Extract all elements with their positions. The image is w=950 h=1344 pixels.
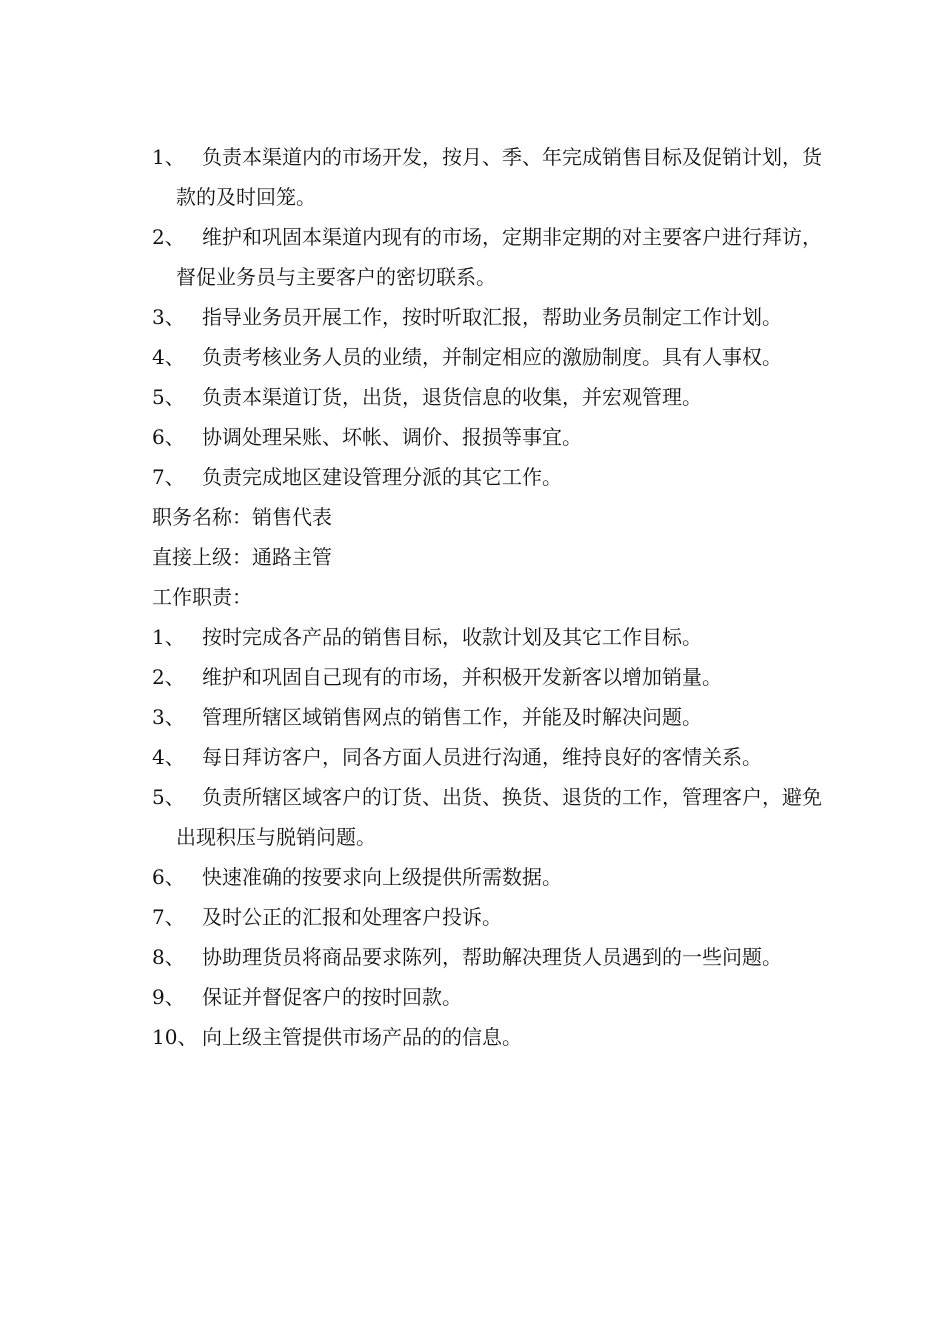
item-text: 向上级主管提供市场产品的的信息。: [202, 1025, 522, 1049]
item-number: 1、: [152, 625, 185, 649]
item-number: 6、: [152, 865, 185, 889]
duties-heading: 工作职责：: [152, 585, 252, 609]
responsibility-list-1: [152, 137, 832, 497]
list-item: [152, 417, 832, 457]
list-item: [152, 297, 832, 337]
item-number: 7、: [152, 905, 185, 929]
list-item: [152, 657, 832, 697]
item-text: 快速准确的按要求向上级提供所需数据。: [202, 865, 562, 889]
position-title: 职务名称：销售代表: [152, 505, 332, 529]
item-text: 协助理货员将商品要求陈列，帮助解决理货人员遇到的一些问题。: [202, 945, 782, 969]
item-number: 1、: [152, 145, 185, 169]
item-number: 3、: [152, 305, 185, 329]
list-item: [152, 217, 832, 297]
item-number: 2、: [152, 665, 185, 689]
item-text: 按时完成各产品的销售目标，收款计划及其它工作目标。: [202, 625, 702, 649]
list-item: [152, 897, 832, 937]
item-number: 5、: [152, 785, 185, 809]
item-text: 维护和巩固自己现有的市场，并积极开发新客以增加销量。: [202, 665, 722, 689]
list-item: [152, 857, 832, 897]
list-item: [152, 617, 832, 657]
item-number: 2、: [152, 225, 185, 249]
list-item: [152, 697, 832, 737]
list-item: [152, 137, 832, 217]
item-number: 6、: [152, 425, 185, 449]
document-body: [152, 137, 832, 1057]
item-number: 4、: [152, 745, 185, 769]
item-number: 3、: [152, 705, 185, 729]
list-item: [152, 977, 832, 1017]
item-text: 负责完成地区建设管理分派的其它工作。: [202, 465, 562, 489]
item-number: 7、: [152, 465, 185, 489]
item-text: 保证并督促客户的按时回款。: [202, 985, 462, 1009]
item-text: 负责所辖区域客户的订货、出货、换货、退货的工作，管理客户，避免出现积压与脱销问题。: [176, 785, 822, 849]
list-item: [152, 1017, 832, 1057]
item-text: 及时公正的汇报和处理客户投诉。: [202, 905, 502, 929]
item-text: 管理所辖区域销售网点的销售工作，并能及时解决问题。: [202, 705, 702, 729]
item-text: 负责本渠道订货，出货，退货信息的收集，并宏观管理。: [202, 385, 702, 409]
item-text: 维护和巩固本渠道内现有的市场，定期非定期的对主要客户进行拜访，督促业务员与主要客户的密切联系。: [176, 225, 822, 289]
item-text: 协调处理呆账、坏帐、调价、报损等事宜。: [202, 425, 582, 449]
item-number: 9、: [152, 985, 185, 1009]
item-number: 8、: [152, 945, 185, 969]
item-number: 5、: [152, 385, 185, 409]
item-text: 指导业务员开展工作，按时听取汇报，帮助业务员制定工作计划。: [202, 305, 782, 329]
list-item: [152, 377, 832, 417]
item-text: 每日拜访客户，同各方面人员进行沟通，维持良好的客情关系。: [202, 745, 762, 769]
item-number: 4、: [152, 345, 185, 369]
list-item: [152, 737, 832, 777]
list-item: [152, 337, 832, 377]
item-text: 负责考核业务人员的业绩，并制定相应的激励制度。具有人事权。: [202, 345, 782, 369]
list-item: [152, 457, 832, 497]
list-item: [152, 777, 832, 857]
direct-superior: 直接上级：通路主管: [152, 545, 332, 569]
list-item: [152, 937, 832, 977]
item-text: 负责本渠道内的市场开发，按月、季、年完成销售目标及促销计划，货款的及时回笼。: [176, 145, 822, 209]
item-number: 10、: [152, 1025, 198, 1049]
responsibility-list-2: [152, 617, 832, 1057]
